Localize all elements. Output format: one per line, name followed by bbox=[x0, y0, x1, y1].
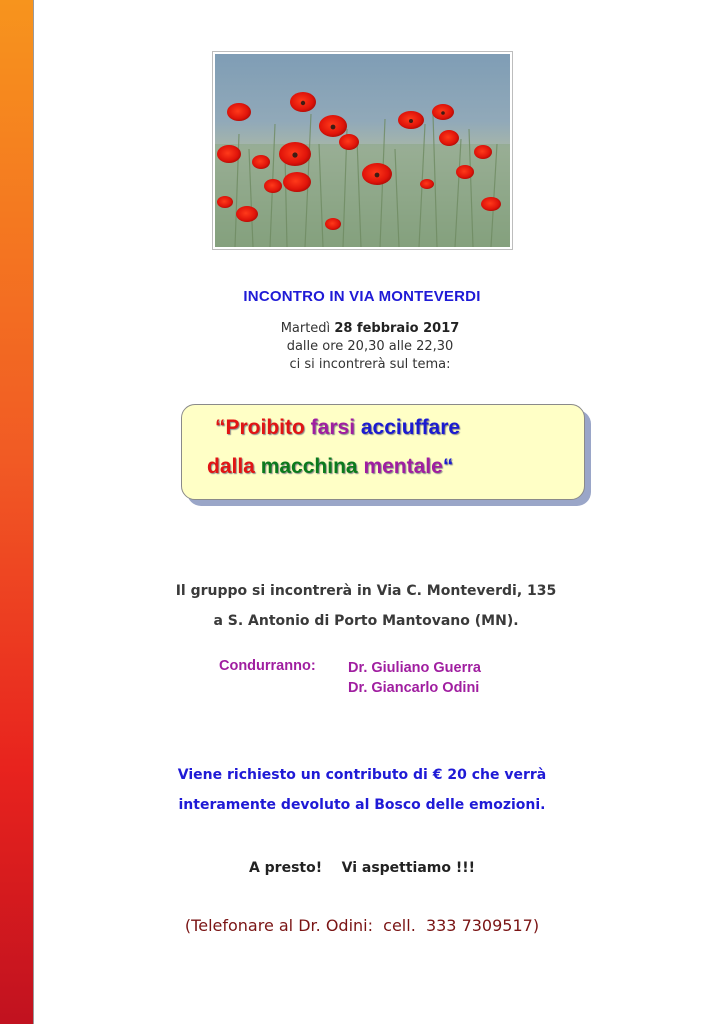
greeting-line: A presto! Vi aspettiamo !!! bbox=[248, 860, 476, 876]
leader-name-2: Dr. Giancarlo Odini bbox=[348, 680, 480, 696]
title-line-2 bbox=[207, 455, 453, 479]
contribution-block bbox=[0, 760, 724, 820]
address-line-2: a S. Antonio di Porto Mantovano (MN). bbox=[213, 613, 519, 629]
title-line-1 bbox=[215, 416, 460, 440]
date-bold: 28 febbraio 2017 bbox=[334, 321, 460, 336]
address-line-1: Il gruppo si incontrerà in Via C. Monteverdi, 135 bbox=[175, 583, 557, 599]
leaders-names bbox=[348, 658, 481, 698]
title-word-dalla: dalla bbox=[207, 455, 255, 478]
event-heading: INCONTRO IN VIA MONTEVERDI bbox=[243, 288, 481, 305]
contribution-line-2: interamente devoluto al Bosco delle emozioni. bbox=[178, 797, 546, 813]
poppies-photo bbox=[215, 54, 510, 247]
date-block bbox=[8, 320, 724, 374]
address-block bbox=[4, 576, 724, 636]
title-open-quote: “ bbox=[215, 416, 226, 439]
leader-name-1: Dr. Giuliano Guerra bbox=[348, 660, 481, 676]
title-word-macchina: macchina bbox=[260, 455, 358, 478]
title-word-farsi: farsi bbox=[310, 416, 356, 439]
topic-intro-line: ci si incontrerà sul tema: bbox=[289, 357, 451, 372]
title-word-acciuffare: acciuffare bbox=[360, 416, 461, 439]
leaders-label: Condurranno: bbox=[219, 658, 316, 674]
title-close-quote: “ bbox=[442, 455, 454, 478]
date-prefix: Martedì bbox=[280, 321, 335, 336]
phone-line: (Telefonare al Dr. Odini: cell. 333 7309517) bbox=[184, 916, 540, 935]
title-word-mentale: mentale bbox=[363, 455, 443, 478]
poppies-photo-frame bbox=[212, 51, 513, 250]
title-word-proibito: Proibito bbox=[225, 416, 305, 439]
contribution-line-1: Viene richiesto un contributo di € 20 che verrà bbox=[177, 767, 547, 783]
hours-line: dalle ore 20,30 alle 22,30 bbox=[286, 339, 454, 354]
date-line bbox=[8, 320, 724, 338]
